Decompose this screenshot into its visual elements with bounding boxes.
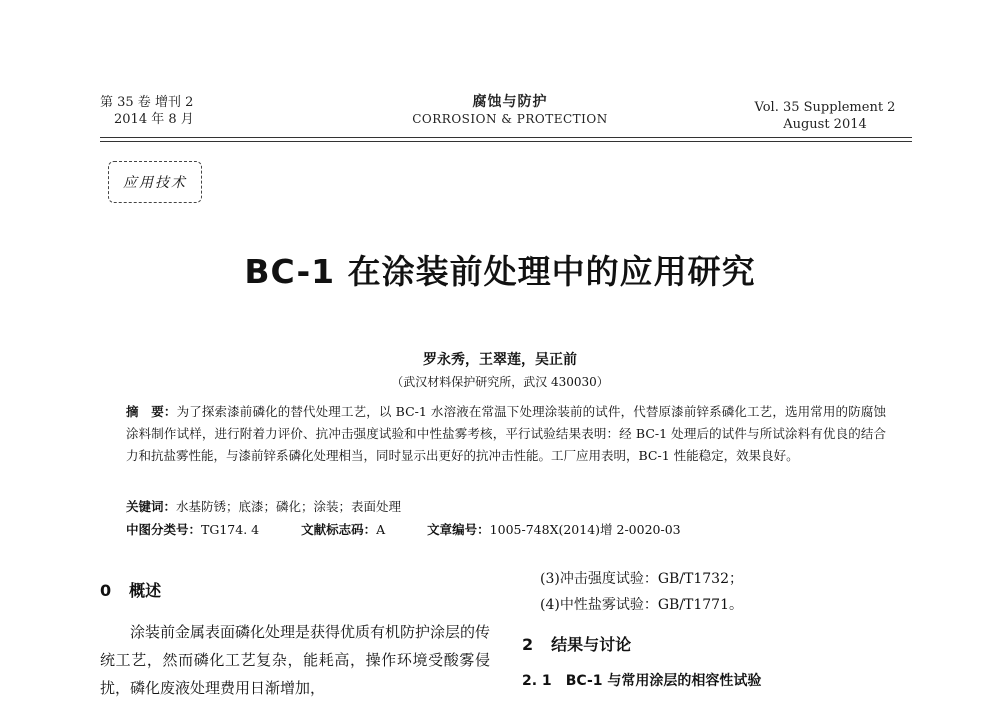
header-rule-bottom <box>100 141 912 142</box>
header-right <box>740 99 910 133</box>
section-2-1-heading <box>522 670 761 690</box>
section-0-heading <box>100 578 161 601</box>
doc-code-value: A <box>376 522 386 537</box>
section-2-title: 结果与讨论 <box>551 635 632 654</box>
date-cn: 2014 年 8 月 <box>114 112 194 127</box>
header-rule-top <box>100 137 912 138</box>
section-0-number: 0 <box>100 581 112 600</box>
section-0-paragraph: 涂装前金属表面磷化处理是获得优质有机防护涂层的传统工艺，然而磷化工艺复杂，能耗高，操作环境受酸雾侵扰，磷化废液处理费用日渐增加， <box>100 623 491 697</box>
section-2-number: 2 <box>522 635 534 654</box>
keywords-label: 关键词： <box>126 499 177 514</box>
authors: 罗永秀，王翠莲，吴正前 <box>423 352 577 368</box>
article-no-label: 文章编号： <box>427 522 490 537</box>
section-2-1-number: 2. 1 <box>522 673 552 689</box>
journal-name-cn: 腐蚀与防护 <box>472 94 548 110</box>
journal-name-en: CORROSION & PROTECTION <box>412 112 608 126</box>
paper-title: BC-1 在涂装前处理中的应用研究 <box>244 252 756 291</box>
clc-value: TG174. 4 <box>201 522 260 537</box>
affiliation: （武汉材料保护研究所，武汉 430030） <box>391 375 609 389</box>
classification-info <box>126 520 886 540</box>
section-2-1-title: BC-1 与常用涂层的相容性试验 <box>565 673 762 689</box>
test-item-4: (4)中性盐雾试验：GB/T1771。 <box>540 597 743 613</box>
article-no-value: 1005-748X(2014)增 2-0020-03 <box>489 522 681 537</box>
abstract <box>126 401 886 467</box>
doc-code-label: 文献标志码： <box>301 522 377 537</box>
volume-cn: 第 35 卷 增刊 2 <box>100 95 194 110</box>
test-item-3: (3)冲击强度试验：GB/T1732； <box>540 571 743 587</box>
document-code <box>301 520 385 540</box>
section-0-body <box>100 618 490 702</box>
section-0-title: 概述 <box>129 581 162 600</box>
article-number <box>427 520 680 540</box>
keywords <box>126 497 886 517</box>
abstract-label: 摘 要： <box>126 404 177 419</box>
volume-en: Vol. 35 Supplement 2 <box>754 100 896 115</box>
section-2-heading <box>522 632 631 655</box>
date-en: August 2014 <box>783 117 867 132</box>
keywords-text: 水基防锈；底漆；磷化；涂装；表面处理 <box>176 499 402 514</box>
clc-number <box>126 520 259 540</box>
column-tag-label: 应用技术 <box>123 175 187 191</box>
abstract-text: 为了探索漆前磷化的替代处理工艺，以 BC-1 水溶液在常温下处理涂装前的试件，代替原漆前锌系磷化工艺，选用常用的防腐蚀涂料制作试样，进行附着力评价、抗冲击强度试验和中性盐雾考核，平行试验结果表明：经 BC-1 处理后的试件与所试涂料有优良的结合力和抗盐雾性能，与漆前锌系磷化处理相当，同时显示出更好的抗冲击性能。工厂应用表明，BC-1 性能稳定，效果良好。 <box>126 404 886 463</box>
header-left <box>100 94 260 128</box>
test-method-list <box>540 566 920 618</box>
clc-label: 中图分类号： <box>126 522 202 537</box>
column-tag <box>108 161 202 203</box>
journal-masthead <box>380 94 640 128</box>
